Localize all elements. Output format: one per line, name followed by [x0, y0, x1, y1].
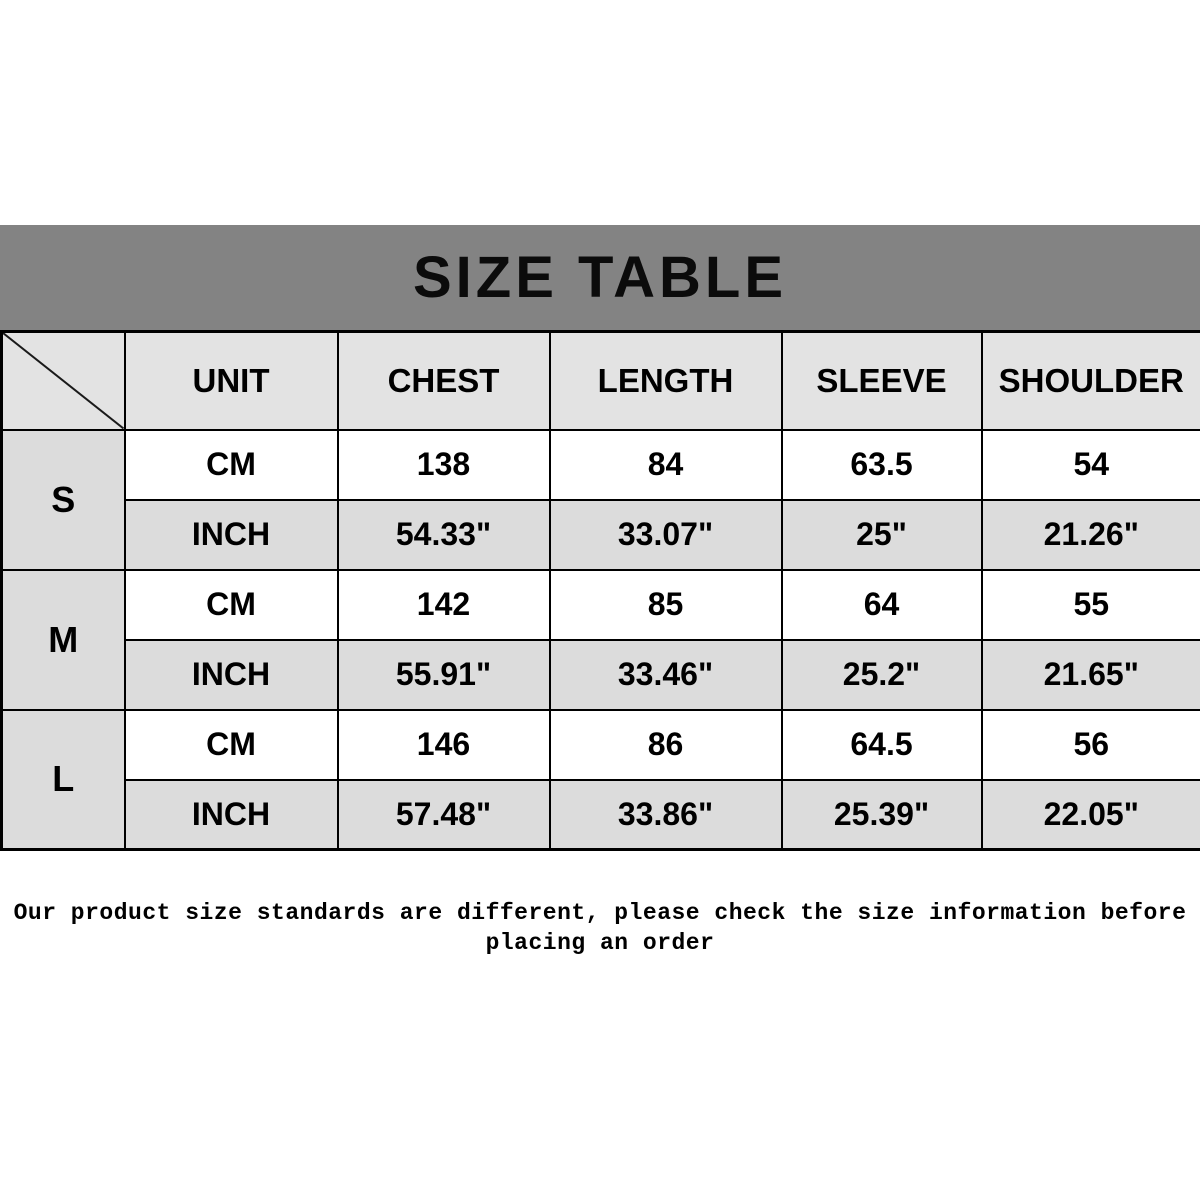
column-header-unit: UNIT: [125, 332, 338, 430]
cell-l-inch-chest: 57.48": [338, 780, 550, 850]
cell-s-inch-shoulder: 21.26": [982, 500, 1200, 570]
size-label-s: S: [2, 430, 125, 570]
cell-l-inch-unit: INCH: [125, 780, 338, 850]
size-label-l: L: [2, 710, 125, 850]
cell-m-cm-shoulder: 55: [982, 570, 1200, 640]
cell-m-inch-sleeve: 25.2": [782, 640, 982, 710]
row-m-cm: [2, 570, 1200, 640]
cell-s-cm-shoulder: 54: [982, 430, 1200, 500]
cell-m-cm-chest: 142: [338, 570, 550, 640]
size-note-line1: Our product size standards are different, please check the size information before: [13, 900, 1187, 926]
title-bar: [0, 225, 1200, 330]
cell-m-cm-length: 85: [550, 570, 782, 640]
cell-l-cm-length: 86: [550, 710, 782, 780]
diagonal-line: [3, 333, 124, 429]
cell-l-cm-shoulder: 56: [982, 710, 1200, 780]
cell-s-cm-sleeve: 63.5: [782, 430, 982, 500]
cell-l-inch-sleeve: 25.39": [782, 780, 982, 850]
cell-m-inch-length: 33.46": [550, 640, 782, 710]
page-title: SIZE TABLE: [412, 245, 788, 310]
size-label-m: M: [2, 570, 125, 710]
cell-l-inch-length: 33.86": [550, 780, 782, 850]
column-header-length: LENGTH: [550, 332, 782, 430]
row-l-cm: [2, 710, 1200, 780]
cell-l-cm-sleeve: 64.5: [782, 710, 982, 780]
cell-s-inch-unit: INCH: [125, 500, 338, 570]
cell-s-inch-length: 33.07": [550, 500, 782, 570]
cell-s-cm-length: 84: [550, 430, 782, 500]
size-note-line2: placing an order: [485, 930, 715, 956]
cell-s-cm-chest: 138: [338, 430, 550, 500]
cell-m-inch-unit: INCH: [125, 640, 338, 710]
size-note: [0, 898, 1200, 958]
row-l-inch: [2, 780, 1200, 850]
cell-s-inch-chest: 54.33": [338, 500, 550, 570]
cell-s-cm-unit: CM: [125, 430, 338, 500]
table-header-row: [2, 332, 1200, 430]
row-m-inch: [2, 640, 1200, 710]
cell-m-inch-chest: 55.91": [338, 640, 550, 710]
column-header-sleeve: SLEEVE: [782, 332, 982, 430]
size-table: [0, 330, 1200, 851]
column-header-chest: CHEST: [338, 332, 550, 430]
cell-m-cm-unit: CM: [125, 570, 338, 640]
diagonal-cell: [2, 332, 125, 430]
row-s-inch: [2, 500, 1200, 570]
cell-l-inch-shoulder: 22.05": [982, 780, 1200, 850]
cell-l-cm-unit: CM: [125, 710, 338, 780]
column-header-shoulder: SHOULDER: [982, 332, 1200, 430]
cell-s-inch-sleeve: 25": [782, 500, 982, 570]
cell-l-cm-chest: 146: [338, 710, 550, 780]
cell-m-inch-shoulder: 21.65": [982, 640, 1200, 710]
cell-m-cm-sleeve: 64: [782, 570, 982, 640]
row-s-cm: [2, 430, 1200, 500]
